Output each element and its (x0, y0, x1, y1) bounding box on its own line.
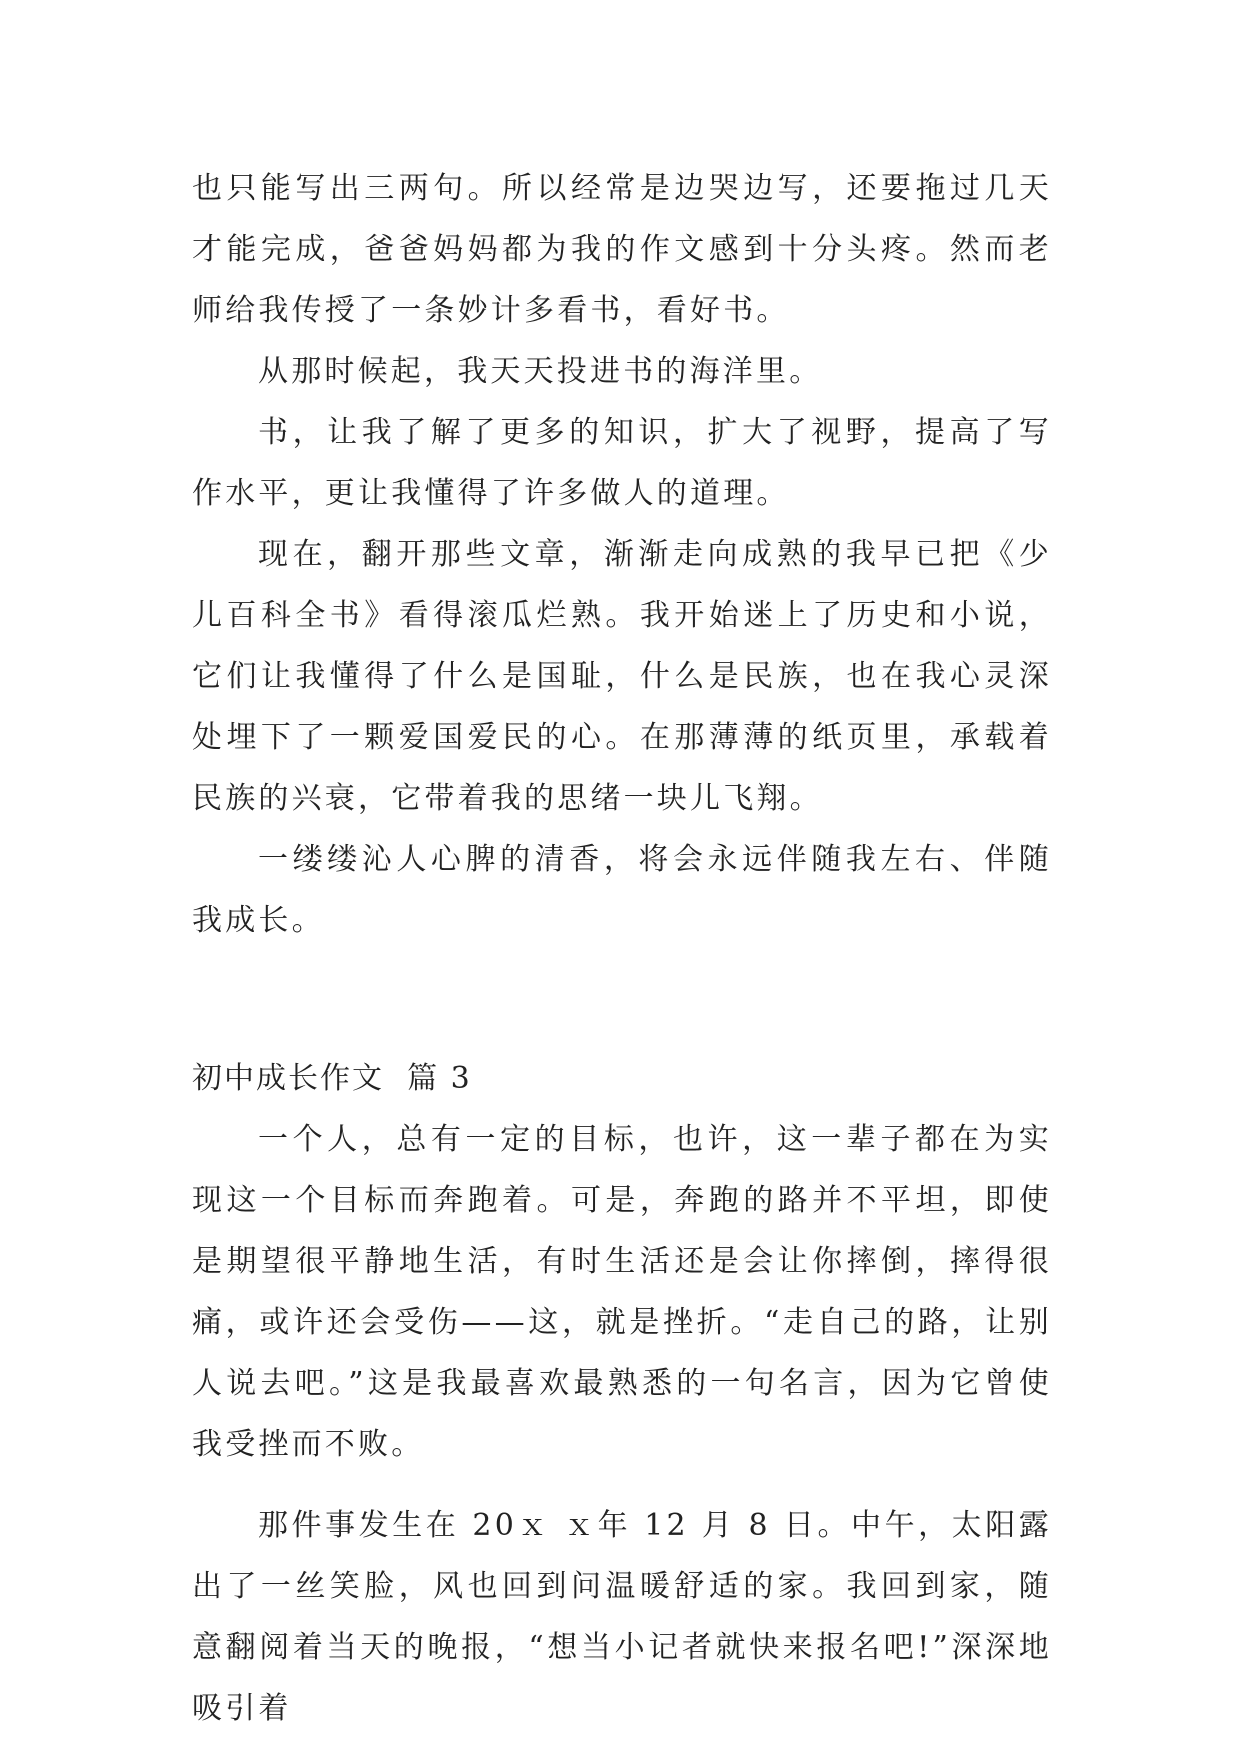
document-page (192, 158, 1052, 1739)
paragraph: 从那时候起，我天天投进书的海洋里。 (258, 354, 823, 389)
paragraph: 书，让我了解了更多的知识，扩大了视野，提高了写作水平，更让我懂得了许多做人的道理。 (192, 415, 1052, 511)
paragraph: 一个人，总有一定的目标，也许，这一辈子都在为实现这一个目标而奔跑着。可是，奔跑的路并不平坦，即使是期望很平静地生活，有时生活还是会让你摔倒，摔得很痛，或许还会受伤——这，就是挫折。“走自己的路，让别人说去吧。”这是我最喜欢最熟悉的一句名言，因为它曾使我受挫而不败。 (192, 1122, 1052, 1462)
paragraph: 那件事发生在 20ｘ ｘ年 12 月 8 日。中午，太阳露出了一丝笑脸，风也回到问温暖舒适的家。我回到家，随意翻阅着当天的晚报，“想当小记者就快来报名吧!”深深地吸引着 (192, 1508, 1052, 1726)
paragraph: 现在，翻开那些文章，渐渐走向成熟的我早已把《少儿百科全书》看得滚瓜烂熟。我开始迷上了历史和小说，它们让我懂得了什么是国耻，什么是民族，也在我心灵深处埋下了一颗爱国爱民的心。在那薄薄的纸页里，承载着民族的兴衰，它带着我的思绪一块儿飞翔。 (192, 537, 1052, 816)
section-heading: 初中成长作文 篇 3 (192, 1061, 472, 1096)
paragraph: 也只能写出三两句。所以经常是边哭边写，还要拖过几天才能完成，爸爸妈妈都为我的作文感到十分头疼。然而老师给我传授了一条妙计多看书，看好书。 (192, 171, 1052, 328)
paragraph: 一缕缕沁人心脾的清香，将会永远伴随我左右、伴随我成长。 (192, 842, 1052, 938)
